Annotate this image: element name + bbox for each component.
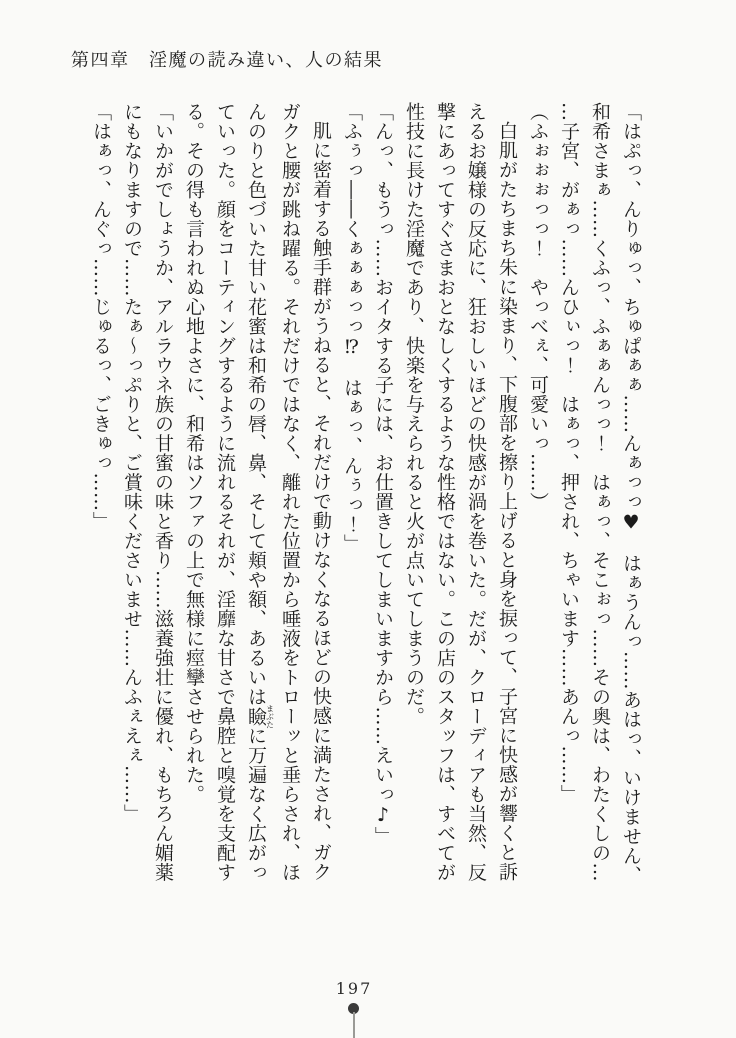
text-line: 白肌がたちまち朱に染まり、下腹部を擦り上げると身を捩って、子宮に快感が響くと訴: [496, 121, 518, 882]
text-line: ていった。顔をコーティングするように流れるそれが、淫靡な甘さで鼻腔と嗅覚を支配す: [214, 102, 236, 882]
text-line: 「はぷっ、んりゅっ、ちゅぱぁぁ……んぁっっ♥ はぁうんっ……あはっ、いけません、: [620, 102, 642, 885]
text-line: 「ふぅっ――くぁぁぁっっ⁉ はぁっ、んぅっ！」: [341, 102, 363, 554]
ruby-annotation: 瞼まぶた: [245, 704, 275, 729]
text-line: （ふぉぉぉっっ！ やっべぇ、可愛いっ……）: [527, 102, 549, 512]
page-number: 197: [335, 979, 373, 998]
text-line: 「んっ、もうっ……おイタする子には、お仕置きしてしまいますから……えいっ♪」: [372, 102, 394, 846]
text-line: …子宮、がぁっ……んひぃっ！ はぁっ、押され、ちゃいます……あんっ……」: [558, 102, 580, 804]
text-line: 和希さまぁ……くふっ、ふぁぁんっっ！ はぁっ、そこぉっ……その奥は、わたくしの…: [589, 102, 611, 882]
text-line: 性技に長けた淫魔であり、快楽を与えられると火が点いてしまうのだ。: [403, 102, 425, 726]
text-line: る。その得も言われぬ心地よさに、和希はソファの上で無様に痙攣させられた。: [183, 102, 205, 804]
text-line: 撃にあってすぐさまおとなしくするような性格ではない。この店のスタッフは、すべてが: [434, 102, 456, 882]
text-line: 「はぁっ、んぐっ……じゅるっ、ごきゅっ……」: [90, 102, 112, 531]
text-line: にもなりますので……たぁ～っぷりと、ご賞味くださいませ……んふぇえぇ……」: [121, 102, 143, 824]
text-line: んのりと色づいた甘い花蜜は和希の唇、鼻、そして頬や額、あるいは瞼まぶたに万遍なく広がっ: [245, 102, 275, 882]
text-block: [85, 102, 646, 950]
binding-mark-line: [353, 1012, 355, 1038]
text-line: 「いかがでしょうか、アルラウネ族の甘蜜の味と香り……滋養強壮に優れ、もちろん媚薬: [152, 102, 174, 882]
text-line: えるお嬢様の反応に、狂おしいほどの快感が渦を巻いた。だが、クローディアも当然、反: [465, 102, 487, 882]
text-line: 肌に密着する触手群がうねると、それだけで動けなくなるほどの快感に満たされ、ガク: [310, 121, 332, 882]
text-line: ガクと腰が跳ね躍る。それだけではなく、離れた位置から唾液をトローッと垂らされ、ほ: [279, 102, 301, 882]
chapter-header: 第四章 淫魔の読み違い、人の結果: [71, 50, 383, 71]
